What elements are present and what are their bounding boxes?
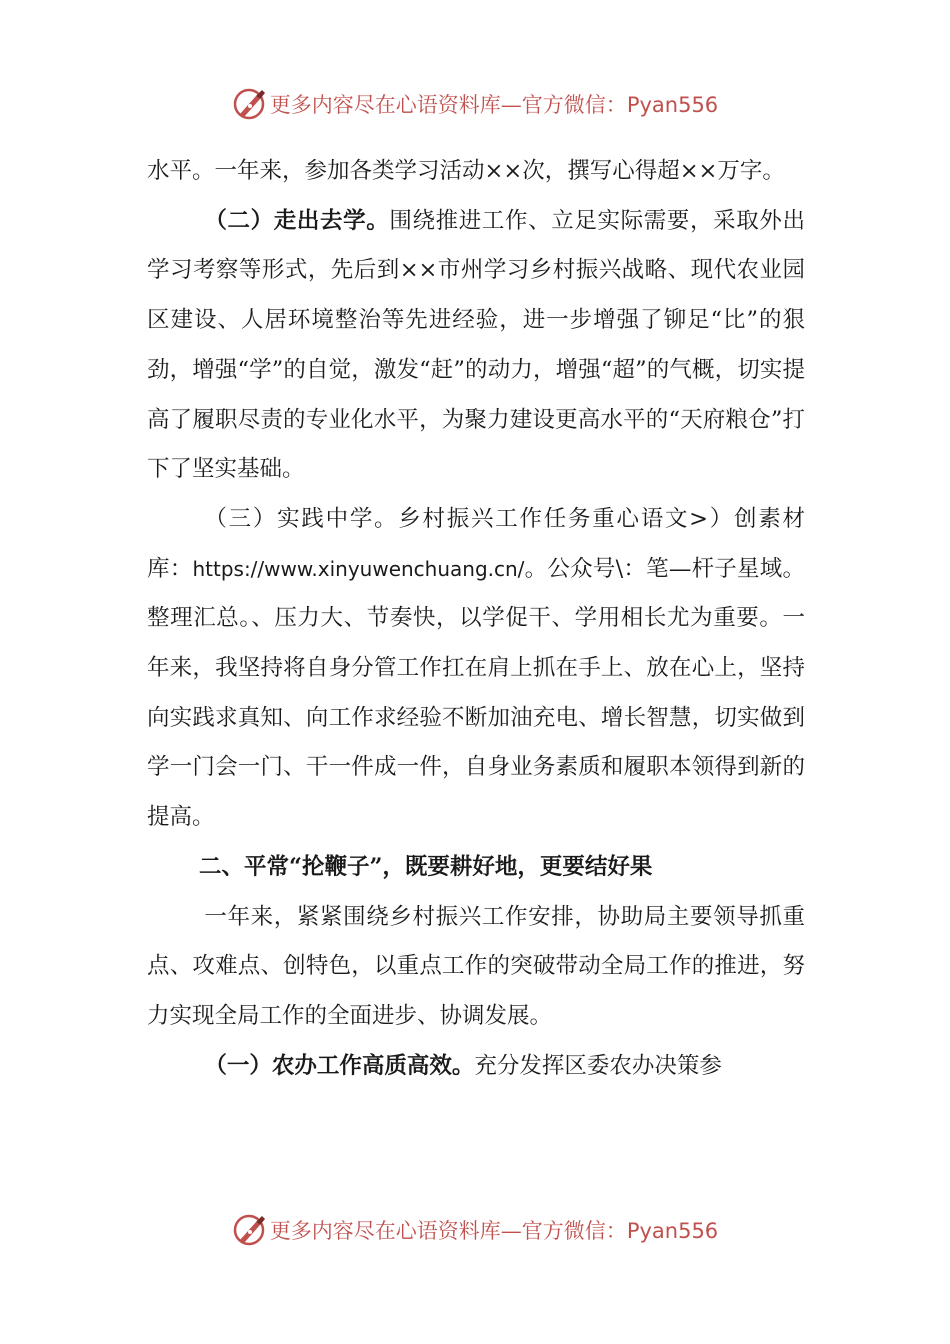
header-watermark: [0, 84, 950, 124]
website-link[interactable]: https://www.xinyuwenchuang.cn/: [192, 556, 525, 581]
footer-watermark: [0, 1210, 950, 1250]
watermark-contact: Pyan556: [626, 1219, 719, 1243]
paragraph-go-out-learn: （二）走出去学。围绕推进工作、立足实际需要，采取外出学习考察等形式，先后到××市州学习乡村振兴战略、现代农业园区建设、人居环境整治等先进经验，进一步增强了铆足“比”的狠劲，增强“学”的自觉，激发“赶”的动力，增强“超”的气概，切实提高了履职尽责的专业化水平，为聚力建设更高水平的“天府粮仓”打下了坚实基础。: [147, 207, 805, 483]
paragraph-lead: （一）农办工作高质高效。: [204, 1052, 475, 1079]
watermark-text: 更多内容尽在心语资料库—官方微信：Pyan556: [269, 93, 719, 117]
paragraph-lead: （二）走出去学。: [204, 207, 390, 234]
document-body: [147, 147, 805, 1091]
watermark-text: 更多内容尽在心语资料库—官方微信：Pyan556: [269, 1219, 719, 1243]
watermark-contact: Pyan556: [626, 93, 719, 117]
paragraph-agri-office: （一）农办工作高质高效。充分发挥区委农办决策参: [204, 1052, 722, 1079]
paragraph-continuation: 水平。一年来，参加各类学习活动××次，撰写心得超××万字。: [147, 158, 785, 184]
section-heading: 二、平常“抡鞭子”，既要耕好地，更要结好果: [199, 853, 653, 880]
paragraph-practice-learn: （三）实践中学。乡村振兴工作任务重心语文>）创素材库：https://www.xinyuwenchuang.cn/。公众号\：笔—杆子星域。整理汇总。、压力大、节奏快，以学促干、学用相长尤为重要。一年来，我坚持将自身分管工作扛在肩上抓在手上、放在心上，坚持向实践求真知、向工作求经验不断加油充电、增长智慧，切实做到学一门会一门、干一件成一件，自身业务素质和履职本领得到新的提高。: [147, 505, 805, 831]
fountain-pen-logo-icon: [232, 1212, 268, 1248]
fountain-pen-logo-icon: [232, 86, 268, 122]
paragraph-summary: 一年来，紧紧围绕乡村振兴工作安排，协助局主要领导抓重点、攻难点、创特色，以重点工作的突破带动全局工作的推进，努力实现全局工作的全面进步、协调发展。: [147, 903, 805, 1029]
